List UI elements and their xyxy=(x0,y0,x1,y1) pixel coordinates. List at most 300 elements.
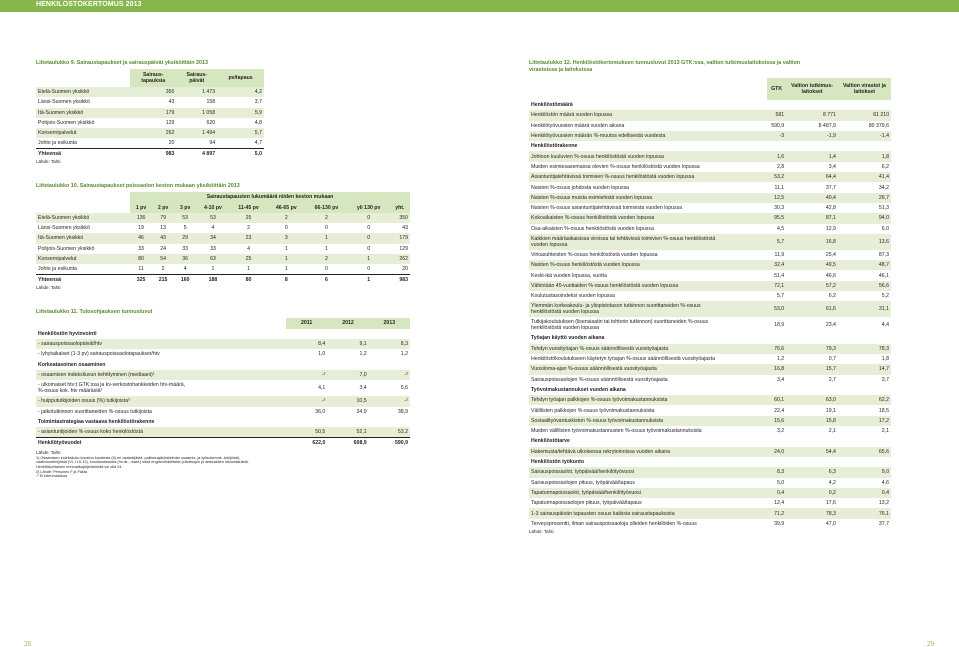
row-label: Tapaturmapoissaolot, työpäivää/henkilötyövuosi xyxy=(531,489,641,496)
table-cell: 8,3 xyxy=(776,469,785,476)
table-cell: 1 xyxy=(348,274,390,284)
table-cell: 4,2 xyxy=(828,479,836,486)
table-cell: 47,0 xyxy=(825,520,836,527)
left-column xyxy=(36,60,410,479)
table-cell: 590,9 xyxy=(369,437,410,447)
table-cell: 4,5 xyxy=(776,225,785,232)
table-cell: 0 xyxy=(367,235,371,242)
table-row xyxy=(529,354,891,364)
row-label: Sairauspoissaolojen %-osuus säännöllisestä vuosityöajasta xyxy=(531,376,668,383)
row-label: Henkilötyövuosien määrän %-muutos edellisestä vuodesta xyxy=(531,133,666,140)
table-row xyxy=(529,270,891,280)
row-label: Ylemmän korkeakoulu- ja yliopistotason tutkinnon suorittaneiden %-osuus henkilöstöstä vuoden lopussa xyxy=(531,303,701,316)
table-10-group-header: Sairaustapausten lukumäärä niiden keston mukaan xyxy=(130,192,410,202)
table-cell: 129 xyxy=(399,245,408,252)
column-header: 2 pv xyxy=(152,202,174,212)
table-row xyxy=(529,281,891,291)
table-cell: -² xyxy=(404,398,408,405)
section-row xyxy=(529,333,891,343)
table-9-caption: Liitetaulukko 9. Sairaustapaukset ja sairauspäivät yksiköittäin 2013 xyxy=(36,60,208,66)
table-cell: 76,6 xyxy=(774,345,785,352)
table-cell: 79,3 xyxy=(825,345,836,352)
table-cell: 4,6 xyxy=(881,479,889,486)
column-header-label: 2011 xyxy=(301,320,313,327)
table-cell: 2,8 xyxy=(776,163,785,170)
table-row-total xyxy=(36,149,264,159)
table-row xyxy=(529,467,891,477)
column-header xyxy=(36,202,130,212)
table-cell: 262 xyxy=(399,256,408,262)
table-cell xyxy=(767,100,786,110)
table-row xyxy=(36,254,410,264)
table-cell: 19,1 xyxy=(825,407,836,414)
column-header xyxy=(838,78,891,100)
table-11-footnotes xyxy=(36,450,410,479)
page-number-left: 28 xyxy=(24,640,31,647)
table-cell: 13 xyxy=(160,225,166,232)
row-label: Pohjois-Suomen yksikkö xyxy=(38,120,95,127)
table-cell: 622,0 xyxy=(286,437,327,447)
report-title: HENKILÖSTÖKERTOMUS 2013 xyxy=(36,1,142,8)
table-cell: 1,6 xyxy=(776,153,785,160)
table-cell: 1 473 xyxy=(202,89,216,96)
table-cell: 46 xyxy=(138,235,144,242)
table-cell: 13,2 xyxy=(878,500,889,507)
table-row xyxy=(36,97,264,107)
table-row xyxy=(529,131,891,141)
column-header xyxy=(327,318,368,329)
table-row xyxy=(529,203,891,213)
table-row xyxy=(529,250,891,260)
table-cell: 1,2 xyxy=(400,351,408,358)
table-cell: 8 771 xyxy=(822,112,836,119)
row-label: Koulutustasoindeksi vuoden lopussa xyxy=(531,293,615,300)
row-label: Yhteensä xyxy=(36,274,130,284)
table-cell: 43 xyxy=(160,235,166,242)
table-cell: 590,9 xyxy=(771,122,785,129)
table-cell xyxy=(767,333,786,343)
table-cell: 29 xyxy=(182,235,189,242)
table-cell: 37,7 xyxy=(825,184,836,191)
table-cell: 50,5 xyxy=(315,429,326,436)
table-cell: 9,0 xyxy=(881,469,889,476)
table-cell: 81 210 xyxy=(873,112,889,119)
row-label: - asiantuntijoiden %-osuus koko henkilöstöstä xyxy=(38,429,143,436)
table-cell: 16,8 xyxy=(774,366,785,373)
table-cell: 1,8 xyxy=(881,356,889,363)
row-label: Terveysprosentti, ilman sairauspoissaoloja olleiden henkilöiden %-osuus xyxy=(531,520,697,527)
table-row xyxy=(529,260,891,270)
table-cell: 0,4 xyxy=(881,489,889,496)
table-cell: 12,9 xyxy=(825,225,836,232)
table-cell: 1,2 xyxy=(776,356,785,363)
table-cell: 62,2 xyxy=(878,397,889,404)
table-cell: 80 xyxy=(138,256,144,262)
table-cell: 581 xyxy=(775,112,785,119)
table-cell: 7,0 xyxy=(359,372,367,379)
table-cell xyxy=(286,417,327,427)
section-row xyxy=(36,360,410,370)
table-cell: 1 xyxy=(211,266,215,273)
table-row xyxy=(529,317,891,333)
table-cell: 6,2 xyxy=(881,163,889,170)
row-label: Keski-ikä vuoden lopussa, vuotta xyxy=(531,272,607,279)
table-cell: 48,7 xyxy=(878,262,889,269)
table-cell: 33 xyxy=(138,245,144,252)
table-cell: 46,1 xyxy=(878,272,889,279)
table-row xyxy=(36,349,410,359)
table-cell: 37,7 xyxy=(878,520,889,527)
table-cell: 8,3 xyxy=(400,341,408,348)
row-label: Johtoon kuuluvien %-osuus henkilöstöstä vuoden lopussa xyxy=(531,153,664,160)
row-label: Muiden välillisten työvoimakustannusten %-osuus työvoimakustannuksista xyxy=(531,428,702,435)
row-label: Tehdyn työajan palkkojen %-osuus työvoimakustannuksista xyxy=(531,397,668,404)
table-11-block xyxy=(36,309,410,479)
table-cell: 2 xyxy=(247,225,250,232)
table-cell: 6,3 xyxy=(828,469,836,476)
table-10-caption: Liitetaulukko 10. Sairaustapaukset poissaolon keston mukaan yksiköittäin 2013 xyxy=(36,183,240,190)
table-cell: -² xyxy=(321,372,326,379)
row-label: Osa-aikaisten %-osuus henkilöstöstä vuoden lopussa xyxy=(531,225,654,232)
table-cell: -3 xyxy=(779,133,785,140)
row-label: Etelä-Suomen yksikkö xyxy=(38,214,90,221)
table-cell: 80 379,6 xyxy=(868,122,889,129)
table-cell: 53,2 xyxy=(397,429,408,436)
table-row xyxy=(529,447,891,457)
table-cell: 1 xyxy=(284,245,288,252)
table-cell: 4,8 xyxy=(254,120,262,127)
table-cell xyxy=(327,417,368,427)
table-cell: 64,4 xyxy=(825,174,836,181)
table-row xyxy=(529,395,891,405)
table-cell: 15,8 xyxy=(825,417,836,424)
table-cell: 30,3 xyxy=(774,205,785,212)
table-cell: 39,9 xyxy=(774,520,785,527)
table-9-header-days xyxy=(176,69,217,87)
table-row xyxy=(529,488,891,498)
table-row xyxy=(529,498,891,508)
table-cell xyxy=(838,385,891,395)
table-cell: 179 xyxy=(165,109,175,116)
column-header-label: GTK xyxy=(771,86,783,92)
table-cell: 0 xyxy=(367,225,371,232)
row-label: - osaamisen indeksiluvun kehittyminen (mediaani)¹ xyxy=(38,372,155,379)
table-cell: 24 xyxy=(160,245,166,252)
table-10-group-row xyxy=(36,192,410,202)
row-label: Hakemusta/tehtävä ulkoisessa rekrytoinnissa vuoden aikana xyxy=(531,448,670,455)
table-cell: 57,2 xyxy=(825,282,836,289)
row-label: Virkasuhteisten %-osuus henkilöstöstä vuoden lopussa xyxy=(531,252,658,258)
table-cell: 94 xyxy=(209,140,216,147)
table-9-header-cases-label: Sairaus- tapauksia xyxy=(141,72,166,84)
table-cell: 61,6 xyxy=(825,306,836,313)
table-cell: 51,3 xyxy=(878,205,889,212)
table-cell: 18,9 xyxy=(774,322,785,329)
table-cell: 0 xyxy=(367,266,371,273)
row-label: Konsernipalvelut xyxy=(38,130,77,137)
table-cell xyxy=(786,141,838,151)
column-header: yli 130 pv xyxy=(348,202,390,212)
table-cell xyxy=(767,436,786,446)
table-cell: 1,4 xyxy=(828,153,836,160)
section-row xyxy=(36,417,410,427)
table-10-source: Lähde: Tahti xyxy=(36,284,61,290)
table-cell: 3,4 xyxy=(776,376,785,383)
table-cell xyxy=(767,141,786,151)
table-cell: 0 xyxy=(367,245,371,252)
table-cell: 4 xyxy=(247,245,250,252)
table-cell: -² xyxy=(404,372,408,379)
table-row xyxy=(529,151,891,161)
table-cell: 12,5 xyxy=(774,194,785,201)
table-cell: 0 xyxy=(325,266,328,273)
table-cell: 72,1 xyxy=(774,282,785,289)
table-row xyxy=(36,380,410,396)
table-row xyxy=(529,193,891,203)
table-cell: -1,4 xyxy=(880,133,889,140)
table-cell: 5,7 xyxy=(776,238,785,245)
table-9-header-blank xyxy=(36,69,130,87)
table-cell: 1,8 xyxy=(881,153,889,160)
table-cell: 215 xyxy=(152,274,174,284)
column-header xyxy=(786,78,838,100)
footnote: 2) Lähde: Personec F ja Fakta xyxy=(36,469,88,474)
row-label: Välillisten palkkojen %-osuus työvoimakustannuksista xyxy=(531,407,655,414)
table-cell: 2 xyxy=(161,266,165,273)
table-cell: 1 xyxy=(284,266,288,273)
table-12 xyxy=(529,78,891,529)
table-row xyxy=(36,370,410,380)
table-cell: 34,9 xyxy=(356,408,367,415)
table-cell: 262 xyxy=(165,130,175,137)
table-cell: 43 xyxy=(168,99,175,106)
table-cell: 65,6 xyxy=(878,448,889,455)
table-12-source: Lähde: Tahti xyxy=(529,528,554,534)
table-row xyxy=(36,407,410,417)
table-cell: 2 xyxy=(325,256,328,262)
table-cell xyxy=(286,360,327,370)
table-cell: 179 xyxy=(399,235,408,242)
table-cell: 38,9 xyxy=(397,408,408,415)
table-row xyxy=(36,223,410,233)
table-9-header-row xyxy=(36,69,264,87)
table-cell: 3,7 xyxy=(881,376,889,383)
table-cell: 53 xyxy=(210,214,216,221)
column-header xyxy=(286,318,327,329)
table-row xyxy=(36,87,264,97)
table-cell: 4,2 xyxy=(254,89,262,96)
table-row xyxy=(529,162,891,172)
table-cell: 10,5 xyxy=(356,398,367,405)
table-cell: 94,0 xyxy=(878,215,889,222)
table-cell: 25,4 xyxy=(825,252,836,258)
row-label: 1-3 sairauspäivän tapausten osuus kaikista sairaustapauksista xyxy=(531,510,675,517)
column-header: 46-65 pv xyxy=(267,202,305,212)
footnote: -² Ei toteumatukua xyxy=(36,474,68,479)
table-cell: 6,2 xyxy=(828,293,836,300)
table-cell: 25 xyxy=(245,256,252,262)
row-label: Naisten %-osuus johdosta vuoden lopussa xyxy=(531,184,630,191)
row-label: Toimintastrategiaa vastaava henkilöstörakenne xyxy=(36,417,286,427)
table-cell: 350 xyxy=(399,214,408,221)
table-cell: 11,1 xyxy=(774,184,785,191)
table-row xyxy=(36,138,264,148)
table-cell: 608,9 xyxy=(327,437,368,447)
table-cell: 3,7 xyxy=(254,99,262,106)
row-label: Henkilöstömäärä xyxy=(529,100,767,110)
table-cell: 1 494 xyxy=(202,130,216,137)
table-cell: 1 xyxy=(325,235,328,242)
table-cell: 13,6 xyxy=(878,238,889,245)
row-label: Etelä-Suomen yksikkö xyxy=(38,89,90,96)
table-cell: 33 xyxy=(182,245,189,252)
column-header xyxy=(369,318,410,329)
table-cell: 4,1 xyxy=(318,385,326,392)
table-cell: 43 xyxy=(402,225,408,232)
table-cell xyxy=(838,436,891,446)
table-cell xyxy=(838,141,891,151)
table-cell: 22,4 xyxy=(774,407,785,414)
table-row xyxy=(529,121,891,131)
table-row xyxy=(529,364,891,374)
table-cell: 1,0 xyxy=(318,351,326,358)
table-cell: 2,1 xyxy=(881,428,889,435)
row-label: Itä-Suomen yksikkö xyxy=(38,235,84,242)
table-cell: 18,5 xyxy=(878,407,889,414)
table-cell: 79 xyxy=(160,214,166,221)
table-cell: 17,6 xyxy=(825,500,836,507)
table-cell: 15,7 xyxy=(825,366,836,373)
table-10-header-row xyxy=(36,202,410,212)
row-label: Vähintään 45-vuotiaiden %-osuus henkilöstöstä vuoden lopussa xyxy=(531,282,679,289)
table-9-header-cases xyxy=(130,69,176,87)
table-cell: 36,0 xyxy=(315,408,326,415)
footnote: vaativuustekijöistä (VL I 10-12), koulutustasosta (hn.lis., mast.) sekä englanninkielisten julkaisujen ja abstraktien lukumäärästä. xyxy=(36,460,249,465)
table-row xyxy=(529,291,891,301)
row-label: Asiantuntijatehtävissä toimivien %-osuus henkilöstöstä vuoden lopussa xyxy=(531,174,695,181)
table-cell xyxy=(838,457,891,467)
table-cell: 5,9 xyxy=(254,109,262,116)
table-row xyxy=(529,426,891,436)
row-label: Vuosiloma-ajan %-osuus säännöllisestä vuosityöajasta xyxy=(531,366,657,373)
table-row xyxy=(529,508,891,518)
row-label: Johto ja esikunta xyxy=(38,266,77,273)
table-row xyxy=(529,478,891,488)
table-cell: 0 xyxy=(325,225,328,232)
section-row xyxy=(36,329,410,339)
row-label: Itä-Suomen yksikkö xyxy=(38,109,84,116)
table-cell: 3,4 xyxy=(828,163,836,170)
table-cell xyxy=(369,360,410,370)
table-cell: 23,4 xyxy=(825,322,836,329)
table-cell: 1,2 xyxy=(359,351,367,358)
table-cell: 78,3 xyxy=(878,345,889,352)
table-cell: 12,4 xyxy=(774,500,785,507)
table-cell: 1 xyxy=(247,266,250,273)
table-cell: 158 xyxy=(206,99,216,106)
table-cell: 40,4 xyxy=(825,194,836,201)
footnote: Henkilökohtainen ennmatkajärjestelmää voi olla 24. xyxy=(36,464,123,469)
table-11-caption: Liitetaulukko 11. Tulosohjauksen tunnusluvut xyxy=(36,308,153,315)
table-row xyxy=(36,339,410,349)
table-cell: 5,6 xyxy=(400,385,408,392)
table-cell: 20 xyxy=(402,266,408,273)
table-cell: 52,1 xyxy=(356,429,367,436)
table-cell: 8,4 xyxy=(318,341,326,348)
table-row xyxy=(529,375,891,385)
table-cell: 2 xyxy=(284,214,288,221)
table-cell: 23 xyxy=(245,235,252,242)
table-cell: 0,4 xyxy=(776,489,785,496)
table-cell: 9,1 xyxy=(359,341,367,348)
table-cell: 95,5 xyxy=(774,215,785,222)
table-cell: 14,7 xyxy=(878,366,889,373)
row-label: Yhteensä xyxy=(36,149,130,159)
table-row xyxy=(529,213,891,223)
section-row xyxy=(529,385,891,395)
table-cell: 51,4 xyxy=(774,272,785,279)
table-cell: 34,2 xyxy=(878,184,889,191)
column-header xyxy=(529,78,767,100)
row-label: Kaikkien määräaikaisissa viroissa tai tehtävissä toimivien %-osuus henkilöstöstä vuoden lopussa xyxy=(531,235,716,248)
table-cell: 41,4 xyxy=(878,174,889,181)
table-row xyxy=(36,427,410,437)
page-number-right: 29 xyxy=(927,640,934,647)
table-row xyxy=(529,224,891,234)
table-row xyxy=(529,172,891,182)
table-row xyxy=(529,344,891,354)
table-row xyxy=(36,396,410,406)
row-label: Työajan käyttö vuoden aikana xyxy=(529,333,767,343)
table-row xyxy=(36,213,410,223)
column-header: 4-10 pv xyxy=(196,202,230,212)
table-cell: 6 xyxy=(305,274,347,284)
table-cell: 983 xyxy=(390,274,410,284)
table-9 xyxy=(36,69,264,159)
table-cell: 620 xyxy=(206,120,216,127)
row-label: Pohjois-Suomen yksikkö xyxy=(38,245,95,252)
table-cell: 54 xyxy=(160,256,166,262)
table-row xyxy=(529,182,891,192)
table-row xyxy=(529,416,891,426)
section-row xyxy=(529,436,891,446)
table-cell: 4 897 xyxy=(176,149,217,159)
table-9-block xyxy=(36,60,264,165)
table-12-caption: Liitetaulukko 12. Henkilöstökertomuksen tunnusluvut 2013 GTK:ssa, valtion tutkimuslaitoksissa ja valtion virastoissa ja laitoksissa xyxy=(529,60,801,73)
column-header: 3 pv xyxy=(174,202,196,212)
row-label: Henkilöstötarve xyxy=(529,436,767,446)
table-row xyxy=(36,128,264,138)
section-row xyxy=(529,141,891,151)
table-cell: 42,8 xyxy=(825,205,836,212)
table-cell: 136 xyxy=(136,214,146,221)
row-label: Naisten %-osuus muista esimiehistä vuoden lopussa xyxy=(531,194,653,201)
table-cell: 160 xyxy=(174,274,196,284)
table-cell: 15,6 xyxy=(774,417,785,424)
table-11-header-row xyxy=(36,318,410,329)
column-header-label: 2013 xyxy=(383,320,396,327)
row-label: Konsernipalvelut xyxy=(38,256,77,262)
table-row xyxy=(36,233,410,243)
table-cell: 53,0 xyxy=(774,306,785,313)
table-cell xyxy=(286,329,327,339)
row-label: Henkilötyövuosien määrä vuoden aikana xyxy=(531,122,625,129)
table-row-total xyxy=(36,274,410,284)
table-cell: 4 xyxy=(211,225,215,232)
row-label: Muiden esimiesasemassa olevien %-osuus henkilöstöstä vuoden lopussa xyxy=(531,163,700,170)
table-cell: 19 xyxy=(138,225,144,232)
table-cell: 36 xyxy=(182,256,189,262)
